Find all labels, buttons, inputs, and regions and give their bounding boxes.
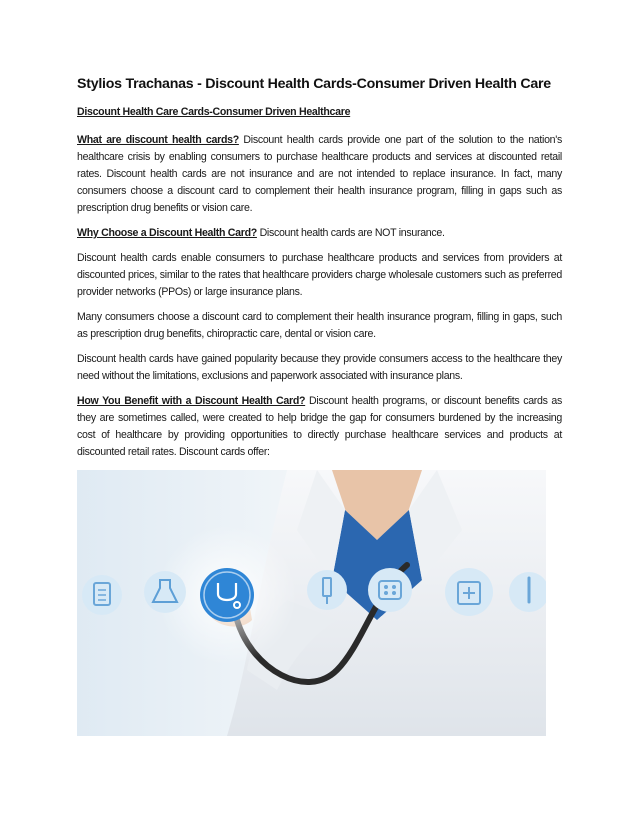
syringe-icon [307,570,347,610]
flask-icon [144,571,186,613]
photo-illustration [77,470,546,736]
paragraph-what-are [77,132,562,217]
paragraph-why-choose [77,225,562,242]
pills-icon [368,568,412,612]
paragraph-lead: What are discount health cards? [77,134,239,146]
paragraph-complement: Many consumers choose a discount card to complement their health insurance program, filling in gaps, such as prescription drug benefits, chiropractic care, dental or vision care. [77,311,562,340]
paragraph-text: Discount health cards are NOT insurance. [256,227,445,239]
stethoscope-icon [200,568,254,622]
page-title: Stylios Trachanas - Discount Health Cards-Consumer Driven Health Care [77,76,551,92]
document-subtitle: Discount Health Care Cards-Consumer Driven Healthcare [77,106,351,118]
clipboard-icon [82,575,122,615]
paragraph-popularity: Discount health cards have gained popularity because they provide consumers access to the healthcare they need without the limitations, exclusions and paperwork associated with insurance plans. [77,353,562,382]
document-body [77,76,562,469]
paragraph-how-benefit [77,393,562,461]
medicine-bottle-icon [445,568,493,616]
paragraph-discount-prices: Discount health cards enable consumers to purchase healthcare products and services from providers at discounted prices, similar to the rates that healthcare providers charge wholesale customers such as preferred provider networks (PPOs) or large insurance plans. [77,252,562,298]
paragraph-lead: How You Benefit with a Discount Health Card? [77,395,306,407]
paragraph-text: Discount health cards provide one part of the solution to the nation's healthcare crisis by enabling consumers to purchase healthcare products and services at discounted retail rates. Discount health cards are not insurance and are not intended to replace insurance. In fact, many consumers choose a discount card to complement their health insurance program, filling in gaps such as prescription drug benefits or vision care. [77,134,562,214]
paragraph-lead: Why Choose a Discount Health Card? [77,227,257,239]
doctor-stethoscope-photo [77,470,546,736]
paragraph-text: Discount health programs, or discount benefits cards as they are sometimes called, were created to help bridge the gap for consumers burdened by the increasing cost of healthcare by providing opportunities to directly purchase healthcare services and products at discounted retail rates. Discount cards offer: [77,395,563,458]
